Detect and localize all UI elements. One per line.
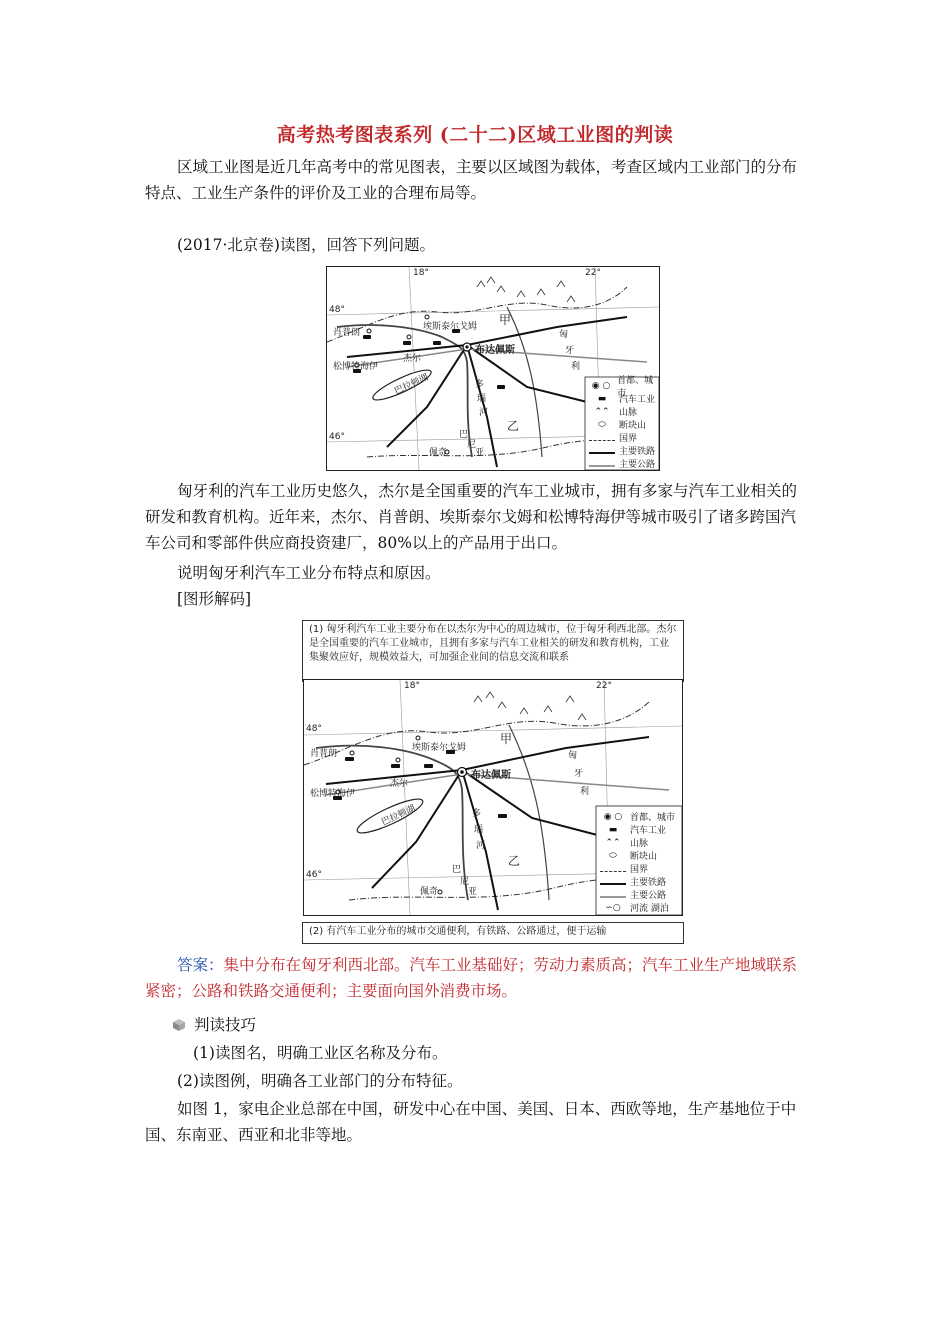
context-paragraph: 匈牙利的汽车工业历史悠久，杰尔是全国重要的汽车工业城市，拥有多家与汽车工业相关的研发和教育机构。近年来，杰尔、肖普朗、埃斯泰尔戈姆和松博特海伊等城市吸引了诸多跨国汽车公司和零部件供应商投资建厂，80%以上的产品用于出口。 [145,482,798,552]
cube-icon [172,1018,186,1032]
region-yi: 乙 [507,419,520,433]
legend-row: ⬭ 断块山 [600,849,682,862]
skills-heading: 判读技巧 [172,1012,837,1038]
border-icon [589,435,615,441]
pecs-label: 佩奇 [429,448,448,458]
car-icon: ▬ [597,393,607,404]
sopron-label: 肖普朗 [333,328,361,338]
legend-row: 国界 [589,431,659,444]
legend-row: ◉ ○ 首都、城市 [589,379,659,392]
intro-paragraph: 区域工业图是近几年高考中的常见图表，主要以区域图为载体，考查区域内工业部门的分布特点、工业生产条件的评价及工业的合理布局等。 [145,158,798,202]
skill-item-1: (1)读图名，明确工业区名称及分布。 [193,1044,448,1062]
hungary-map [326,266,660,471]
baranya-char-3: 亚 [475,448,485,458]
hungary-map-annotated [303,679,683,916]
danube-char-3: 河 [479,408,489,418]
baranya-char-2: 尼 [467,440,477,450]
highway-icon [600,891,626,898]
legend-row: 主要铁路 [600,875,682,888]
map-legend [600,810,682,914]
legend-row: ▬ 汽车工业 [589,392,659,405]
legend-row: 主要铁路 [589,444,659,457]
danube-char-1: 多 [475,380,485,390]
legend-row: 国界 [600,862,682,875]
hungary-char-1: 匈 [559,330,569,340]
gyor-label: 杰尔 [403,354,422,364]
danube-char-2: 瑙 [477,394,487,404]
highway-icon [589,460,615,467]
legend-row: ∽○ 河流 湖泊 [600,901,682,914]
szombathely-label: 松博特海伊 [333,362,379,372]
answer-paragraph [145,952,810,1004]
callout-bottom: (2) 有汽车工业分布的城市交通便利，有铁路、公路通过，便于运输 [302,922,684,944]
fault-block-icon: ⬭ [598,419,606,430]
lat-label-top: 48° [329,305,345,315]
hungary-char-2: 牙 [565,346,575,356]
gyor-label: 杰尔 [390,779,409,789]
lon-label-right: 22° [596,681,612,691]
region-jia: 甲 [499,313,512,327]
answer-label: 答案： [177,956,224,974]
budapest-label: 布达佩斯 [475,345,515,356]
hungary-char-2: 牙 [574,769,584,779]
legend-row: ⌃⌃ 山脉 [589,405,659,418]
railway-icon [600,878,626,885]
danube-char-1: 多 [472,809,482,819]
baranya-char-1: 巴 [459,430,469,440]
lon-label-right: 22° [585,268,601,278]
example-paragraph: 如图 1，家电企业总部在中国，研发中心在中国、美国、日本、西欧等地，生产基地位于中国、东南亚、西亚和北非等地。 [145,1100,797,1144]
answer-text: 集中分布在匈牙利西北部。汽车工业基础好；劳动力素质高；汽车工业生产地域联系紧密；公路和铁路交通便利；主要面向国外消费市场。 [145,956,798,1000]
question-intro: (2017·北京卷)读图，回答下列问题。 [177,236,435,254]
lat-label-top: 48° [306,724,322,734]
capital-city-icon: ◉ ○ [603,811,623,822]
region-jia: 甲 [500,732,513,746]
balaton-label: 巴拉顿湖 [380,803,418,829]
car-icon: ▬ [608,824,618,835]
capital-city-icon: ◉ ○ [591,380,611,391]
legend-row: ⌃⌃ 山脉 [600,836,682,849]
baranya-char-1: 巴 [452,865,462,875]
legend-row: 主要公路 [600,888,682,901]
danube-char-3: 河 [476,841,486,851]
balaton-label: 巴拉顿湖 [393,372,431,398]
callout-top: (1) 匈牙利汽车工业主要分布在以杰尔为中心的周边城市，位于匈牙利西北部。杰尔是全国重要的汽车工业城市，且拥有多家与汽车工业相关的研发和教育机构，工业集聚效应好，规模效益大，可加强企业间的信息交流和联系 [302,620,684,682]
legend-row: 主要公路 [589,457,659,470]
task-text: 说明匈牙利汽车工业分布特点和原因。 [177,564,441,582]
esztergom-label: 埃斯泰尔戈姆 [423,322,478,332]
hungary-char-1: 匈 [568,751,578,761]
budapest-label: 布达佩斯 [471,770,511,781]
hungary-char-3: 利 [580,787,590,797]
lon-label-left: 18° [413,268,429,278]
pecs-label: 佩奇 [420,887,439,897]
sopron-label: 肖普朗 [310,749,338,759]
page-title: 高考热考图表系列 (二十二)区域工业图的判读 [276,124,674,146]
legend-row: ◉ ○ 首都、城市 [600,810,682,823]
mountain-icon: ⌃⌃ [594,406,610,417]
decode-label: [图形解码] [177,590,252,608]
railway-icon [589,447,615,454]
lon-label-left: 18° [404,681,420,691]
legend-row: ⬭ 断块山 [589,418,659,431]
river-lake-icon: ∽○ [605,902,621,913]
esztergom-label: 埃斯泰尔戈姆 [412,743,467,753]
legend-row: ▬ 汽车工业 [600,823,682,836]
hungary-char-3: 利 [571,362,581,372]
skill-item-2: (2)读图例，明确各工业部门的分布特征。 [177,1072,463,1090]
baranya-char-2: 尼 [460,877,470,887]
border-icon [600,866,626,872]
map-legend [589,375,659,470]
baranya-char-3: 亚 [468,887,478,897]
lat-label-bottom: 46° [329,432,345,442]
lat-label-bottom: 46° [306,870,322,880]
danube-char-2: 瑙 [474,825,484,835]
mountain-icon: ⌃⌃ [605,837,621,848]
szombathely-label: 松博特海伊 [310,789,356,799]
fault-block-icon: ⬭ [609,850,617,861]
region-yi: 乙 [508,854,521,868]
